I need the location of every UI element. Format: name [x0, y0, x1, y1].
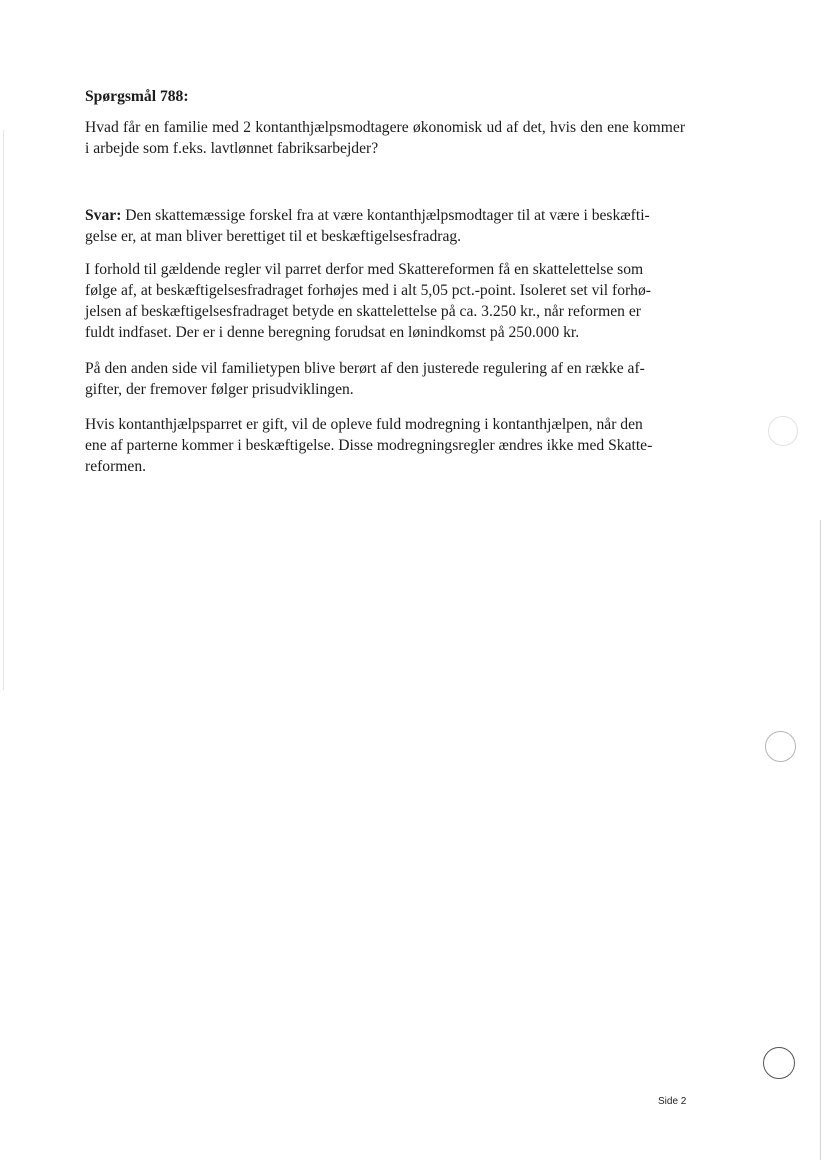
- answer-line: jelsen af beskæftigelsesfradraget betyde en skattelettelse på ca. 3.250 kr., når reformen er: [85, 303, 641, 320]
- answer-line: følge af, at beskæftigelsesfradraget forhøjes med i alt 5,05 pct.-point. Isoleret set vil forhø-: [85, 282, 651, 299]
- answer-label: Svar:: [85, 207, 122, 224]
- punch-hole: [765, 731, 796, 762]
- page-number: Side 2: [658, 1096, 687, 1107]
- answer-text: Den skattemæssige forskel fra at være kontanthjælpsmodtager til at være i beskæfti-: [121, 207, 650, 224]
- answer-line: gelse er, at man bliver berettiget til et beskæftigelsesfradrag.: [85, 228, 462, 245]
- scan-edge-line: [3, 130, 4, 690]
- question-line: Hvad får en familie med 2 kontanthjælpsmodtagere økonomisk ud af det, hvis den ene: [85, 119, 629, 136]
- question-heading: Spørgsmål 788:: [85, 88, 189, 105]
- answer-line: fuldt indfaset. Der er i denne beregning forudsat en lønindkomst på 250.000 kr.: [85, 324, 580, 341]
- answer-line: reformen.: [85, 458, 147, 475]
- answer-line: På den anden side vil familietypen blive berørt af den justerede regulering af en række af-: [85, 360, 645, 377]
- question-line: kommer i arbejde som f.eks. lavtlønnet fabriksarbejder?: [85, 119, 686, 157]
- answer-line: I forhold til gældende regler vil parret derfor med Skattereformen få en skattelettelse som: [85, 261, 644, 278]
- scan-edge-line: [820, 520, 821, 1160]
- answer-paragraph-4: [85, 414, 685, 477]
- answer-line: ene af parterne kommer i beskæftigelse. Disse modregningsregler ændres ikke med Skatte-: [85, 437, 653, 454]
- punch-hole: [763, 1047, 795, 1079]
- answer-line: [85, 205, 685, 226]
- answer-paragraph-1: [85, 205, 685, 247]
- punch-hole: [768, 416, 798, 446]
- question-text: [85, 117, 685, 159]
- answer-paragraph-2: [85, 259, 685, 343]
- answer-paragraph-3: [85, 358, 685, 400]
- answer-line: Hvis kontanthjælpsparret er gift, vil de opleve fuld modregning i kontanthjælpen, når den: [85, 416, 643, 433]
- answer-line: gifter, der fremover følger prisudviklingen.: [85, 381, 354, 398]
